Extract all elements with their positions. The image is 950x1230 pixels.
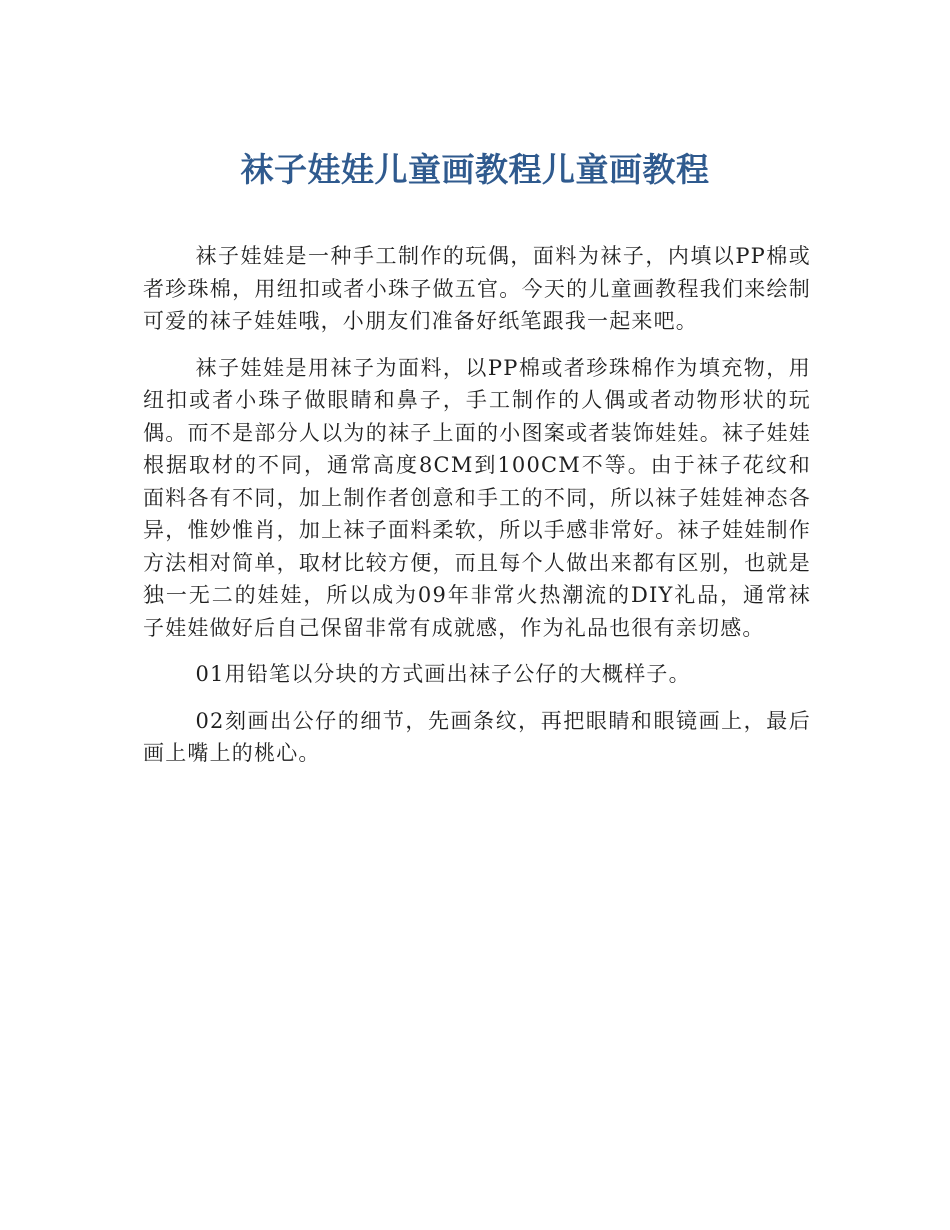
paragraph-step-01: 01用铅笔以分块的方式画出袜子公仔的大概样子。 — [195, 662, 691, 686]
paragraph-description: 袜子娃娃是用袜子为面料，以PP棉或者珍珠棉作为填充物，用纽扣或者小珠子做眼睛和鼻子，手工制作的人偶或者动物形状的玩偶。而不是部分人以为的袜子上面的小图案或者装饰娃娃。袜子娃娃根据取材的不同，通常高度8CM到100CM不等。由于袜子花纹和面料各有不同，加上制作者创意和手工的不同，所以袜子娃娃神态各异，惟妙惟肖，加上袜子面料柔软，所以手感非常好。袜子娃娃制作方法相对简单，取材比较方便，而且每个人做出来都有区别，也就是独一无二的娃娃，所以成为09年非常火热潮流的DIY礼品，通常袜子娃娃做好后自己保留非常有成就感，作为礼品也很有亲切感。 — [143, 355, 811, 640]
paragraph-step-02: 02刻画出公仔的细节，先画条纹，再把眼睛和眼镜画上，最后画上嘴上的桃心。 — [143, 708, 811, 765]
paragraph-intro: 袜子娃娃是一种手工制作的玩偶，面料为袜子，内填以PP棉或者珍珠棉，用纽扣或者小珠子做五官。今天的儿童画教程我们来绘制可爱的袜子娃娃哦，小朋友们准备好纸笔跟我一起来吧。 — [143, 244, 811, 333]
document-body — [143, 240, 811, 784]
document-title: 袜子娃娃儿童画教程儿童画教程 — [240, 150, 710, 189]
